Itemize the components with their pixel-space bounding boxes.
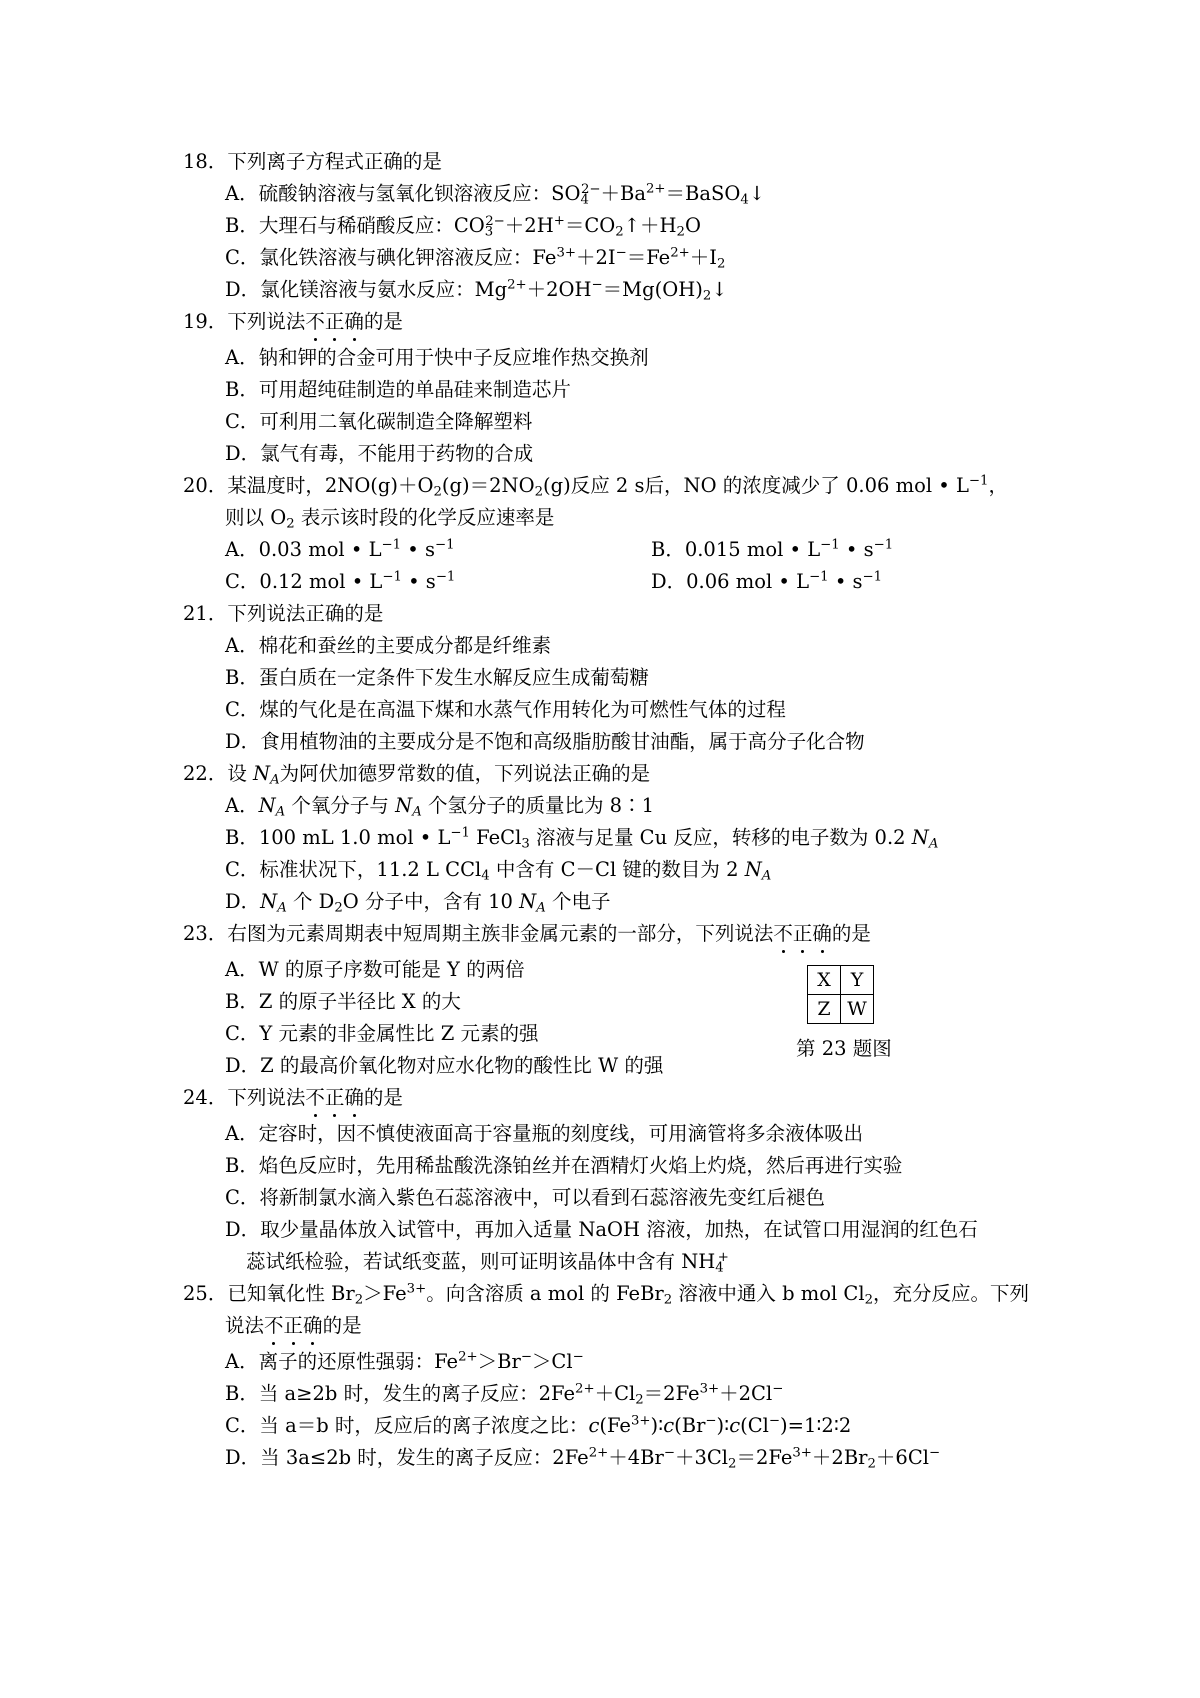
question-22-option-b: B．100 mL 1.0 mol • $L^{-1}$ FeCl$_3$ 溶液与足量 Cu 反应，转移的电子数为 0.2 $N_A$ [225,825,939,852]
question-22-option-c: C．标准状况下，11.2 L CCl$_4$ 中含有 C－Cl 键的数目为 2 $N_A$ [225,858,772,884]
stem-text: 反应 2 s后，NO 的浓度减少了 0.06 mol • L [570,474,969,497]
question-number: 22． [183,762,228,785]
question-25-option-b: B．当 a≥2b 时，发生的离子反应：$2Fe^{2+}+Cl_2=2Fe^{3+}+2Cl^-$ [225,1381,784,1408]
stem-text: 。向含溶质 a mol 的 FeBr [426,1282,664,1305]
emphasis-char: 确 [344,1086,364,1109]
avogadro-symbol: N [911,826,929,849]
question-18-option-d: D．氯化镁溶液与氨水反应：$Mg^{2+}+2OH^-=Mg(OH)_2↓$ [225,277,728,304]
option-text: O 分子中，含有 10 [342,890,520,913]
stem-text: 下列说法 [227,310,306,333]
stem-text: 下列说法 [227,1086,306,1109]
option-label: D．氯化镁溶液与氨水反应： [225,278,475,301]
question-24-option-b: B．焰色反应时，先用稀盐酸洗涤铂丝并在酒精灯火焰上灼烧，然后再进行实验 [225,1154,903,1177]
question-22-stem [183,762,651,788]
question-19-option-d: D．氯气有毒，不能用于药物的合成 [225,442,534,465]
stem-text: 表示该时段的化学反应速率是 [300,506,555,529]
question-23-option-c: C．Y 元素的非金属性比 Z 元素的强 [225,1022,539,1045]
question-23-option-b: B．Z 的原子半径比 X 的大 [225,990,461,1013]
option-label: A．离子的还原性强弱： [225,1350,435,1373]
question-20-option-d: D．0.06 mol • $L^{-1}$ • $s^{-1}$ [651,569,883,593]
avogadro-subscript: A [275,804,286,820]
avogadro-subscript: A [412,804,422,820]
question-21-option-c: C．煤的气化是在高温下煤和水蒸气作用转化为可燃性气体的过程 [225,698,786,721]
question-25-option-c: C．当 a＝b 时，反应后的离子浓度之比：$c(Fe^{3+})∶c(Br^-)∶c(Cl^-)=1∶2∶2$ [225,1413,852,1437]
avogadro-subscript: A [277,900,287,916]
stem-text: 的是 [322,1314,362,1337]
emphasis-char: 正 [283,1314,304,1337]
question-19-option-a: A．钠和钾的合金可用于快中子反应堆作热交换剂 [225,346,649,369]
question-18-option-a: A．硫酸钠溶液与氢氧化钡溶液反应：$SO_4^{2-}+Ba^{2+}=BaSO_4↓$ [225,181,766,208]
question-number: 19． [183,310,228,333]
option-text: D． [225,890,261,913]
question-24-stem [183,1088,403,1108]
emphasis-char: 确 [303,1314,323,1337]
stem-text: 某温度时， [227,474,325,497]
question-21-option-a: A．棉花和蚕丝的主要成分都是纤维素 [225,634,552,657]
option-text: D．0.06 mol • L [651,570,810,593]
grid-cell-z: Z [808,995,841,1024]
question-19-stem [183,312,403,332]
question-18-stem: 18．下列离子方程式正确的是 [183,150,442,173]
option-label: C．当 a＝b 时，反应后的离子浓度之比： [225,1414,589,1437]
avogadro-subscript: A [761,868,772,884]
avogadro-symbol: N [519,890,537,913]
option-text: A． [225,794,259,817]
option-text: B．0.015 mol • L [651,538,821,561]
stem-text: 右图为元素周期表中短周期主族非金属元素的一部分，下列说法 [227,922,774,945]
avogadro-subscript: A [270,772,280,788]
option-text: B．100 mL 1.0 mol • L [225,826,451,849]
question-24-option-d-line-2: 蕊试纸检验，若试纸变蓝，则可证明该晶体中含有 $NH_4^+$ [246,1249,729,1276]
question-18-option-b: B．大理石与稀硝酸反应：$CO_3^{2-}+2H^+=CO_2↑+H_2O$ [225,213,701,240]
question-21-option-d: D．食用植物油的主要成分是不饱和高级脂肪酸甘油酯，属于高分子化合物 [225,730,865,753]
option-text: C．0.12 mol • L [225,570,383,593]
option-label: D．当 3a≤2b 时，发生的离子反应： [225,1446,553,1469]
option-text: C．标准状况下，11.2 L CCl [225,858,482,881]
avogadro-symbol: N [744,858,762,881]
stem-text: 则以 O [225,506,287,529]
figure-caption: 第 23 题图 [796,1037,892,1060]
question-20-option-b: B．0.015 mol • $L^{-1}$ • $s^{-1}$ [651,537,894,561]
option-text: 个氧分子与 [285,794,396,817]
option-text: 个氢分子的质量比为 8∶1 [421,794,654,817]
emphasis-char: 确 [344,310,364,333]
option-label: B．当 a≥2b 时，发生的离子反应： [225,1382,539,1405]
option-text: =1∶2∶2 [787,1414,852,1437]
question-20-stem-line-2: 则以 $O_2$ 表示该时段的化学反应速率是 [225,506,555,532]
question-21-stem: 21．下列说法正确的是 [183,602,384,625]
emphasis-char: 不 [305,310,325,333]
question-number: 23． [183,922,228,945]
question-24-option-c: C．将新制氯水滴入紫色石蕊溶液中，可以看到石蕊溶液先变红后褪色 [225,1186,825,1209]
option-text: 个 D [286,890,335,913]
question-25-option-a: A．离子的还原性强弱：$Fe^{2+}>Br^->Cl^-$ [225,1349,584,1373]
question-22-option-d: D．$N_A$ 个 $D_2O$ 分子中，含有 10 $N_A$ 个电子 [225,890,611,916]
stem-text: 溶液中通入 b mol Cl [672,1282,865,1305]
question-18-option-c: C．氯化铁溶液与碘化钾溶液反应：$Fe^{3+}+2I^-=Fe^{2+}+I_2$ [225,245,726,272]
stem-text: 的是 [363,310,403,333]
question-20-option-a: A．0.03 mol • $L^{-1}$ • $s^{-1}$ [225,537,455,561]
option-label: C．氯化铁溶液与碘化钾溶液反应： [225,246,533,269]
emphasis-char: 不 [773,922,793,945]
stem-text: 的是 [831,922,871,945]
avogadro-symbol: N [258,794,276,817]
option-label: A．硫酸钠溶液与氢氧化钡溶液反应： [225,182,552,205]
emphasis-char: 正 [324,1086,345,1109]
periodic-table-fragment [807,965,874,1024]
question-25-stem-line-2 [225,1316,362,1336]
question-23-option-d: D．Z 的最高价氧化物对应水化物的酸性比 W 的强 [225,1054,664,1077]
question-number: 20． [183,474,228,497]
avogadro-subscript: A [536,900,546,916]
question-21-option-b: B．蛋白质在一定条件下发生水解反应生成葡萄糖 [225,666,649,689]
avogadro-symbol: N [253,762,271,785]
grid-cell-x: X [808,966,841,995]
option-text: 中含有 C－Cl 键的数目为 2 [489,858,745,881]
question-19-option-b: B．可用超纯硅制造的单晶硅来制造芯片 [225,378,571,401]
question-20-option-c: C．0.12 mol • $L^{-1}$ • $s^{-1}$ [225,569,456,593]
emphasis-char: 正 [324,310,345,333]
emphasis-char: 确 [812,922,832,945]
stem-text: 的是 [363,1086,403,1109]
question-24-option-a: A．定容时，因不慎使液面高于容量瓶的刻度线，可用滴管将多余液体吸出 [225,1122,864,1145]
avogadro-symbol: N [395,794,413,817]
question-23-stem [183,924,871,944]
stem-text: ，充分反应。下列 [873,1282,1030,1305]
question-25-stem-line-1: 25．已知氧化性 $Br_2>Fe^{3+}$。向含溶质 a mol 的 FeBr$_2$ 溶液中通入 b mol $Cl_2$，充分反应。下列 [183,1281,1030,1308]
emphasis-char: 不 [264,1314,284,1337]
option-label: B．大理石与稀硝酸反应： [225,214,454,237]
option-text: A．0.03 mol • L [225,538,382,561]
avogadro-symbol: N [260,890,278,913]
emphasis-char: 不 [305,1086,325,1109]
grid-cell-y: Y [841,966,874,995]
grid-cell-w: W [841,995,874,1024]
question-23-option-a: A．W 的原子序数可能是 Y 的两倍 [225,958,525,981]
question-25-option-d: D．当 3a≤2b 时，发生的离子反应：$2Fe^{2+}+4Br^-+3Cl_2=2Fe^{3+}+2Br_2+6Cl^-$ [225,1445,941,1472]
option-text: 个电子 [545,890,611,913]
option-text: FeCl [469,826,522,849]
stem-text: 设 [227,762,254,785]
question-20-stem-line-1: 20．某温度时，$2NO(g)+O_2(g)=2NO_2(g)$反应 2 s后，NO 的浓度减少了 0.06 mol • $L^{-1}$， [183,473,1008,500]
question-number: 25． [183,1282,228,1305]
option-text: 蕊试纸检验，若试纸变蓝，则可证明该晶体中含有 NH [246,1250,716,1273]
option-text: 溶液与足量 Cu 反应，转移的电子数为 0.2 [529,826,912,849]
question-number: 24． [183,1086,228,1109]
stem-text: 已知氧化性 Br [227,1282,355,1305]
question-24-option-d-line-1: D．取少量晶体放入试管中，再加入适量 NaOH 溶液，加热，在试管口用湿润的红色石 [225,1218,978,1241]
stem-text: 为阿伏加德罗常数的值，下列说法正确的是 [279,762,651,785]
question-19-option-c: C．可利用二氧化碳制造全降解塑料 [225,410,533,433]
stem-text: 说法 [225,1314,265,1337]
emphasis-char: 正 [792,922,813,945]
avogadro-subscript: A [928,836,939,852]
question-22-option-a [225,794,654,820]
